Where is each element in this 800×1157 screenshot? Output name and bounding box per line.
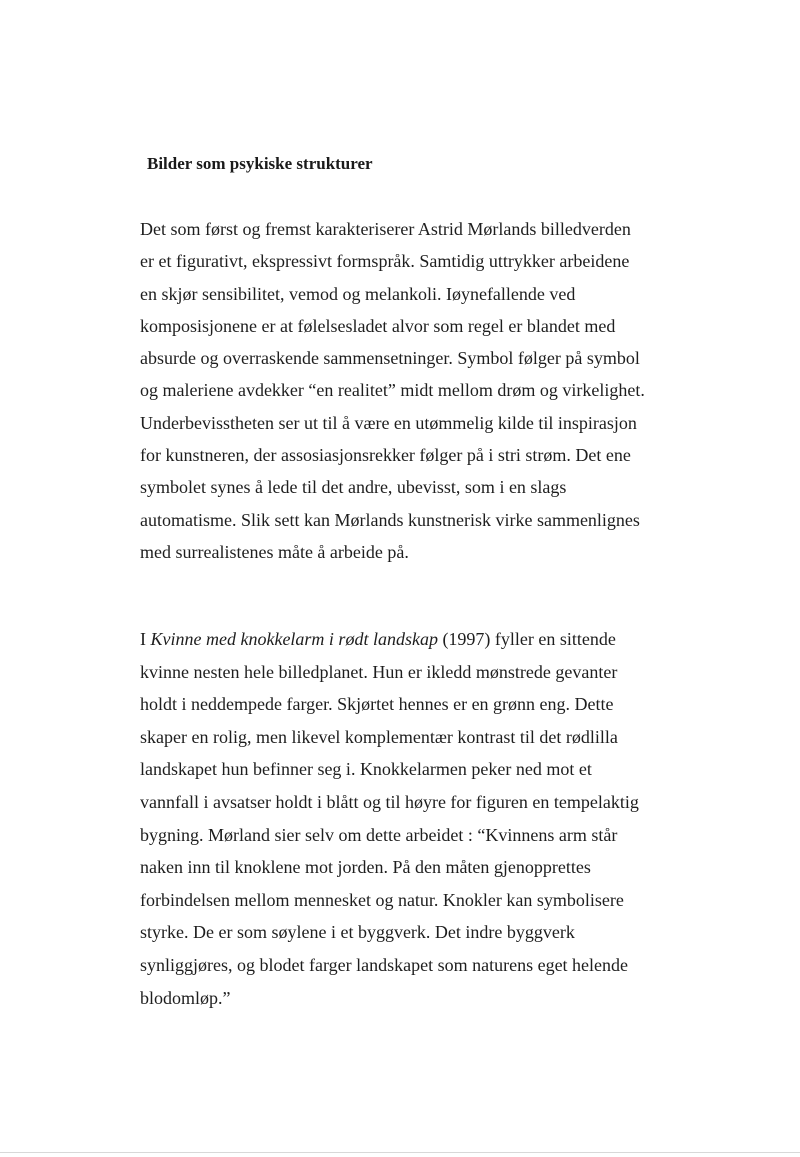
page-bottom-edge xyxy=(0,1152,800,1153)
paragraph-line: vannfall i avsatser holdt i blått og til høyre for figuren en tempelaktig xyxy=(140,791,639,812)
paragraph-line: skaper en rolig, men likevel komplementær kontrast til det rødlilla xyxy=(140,726,618,747)
paragraph-line: symbolet synes å lede til det andre, ubevisst, som i en slags xyxy=(140,477,567,498)
paragraph-line: styrke. De er som søylene i et byggverk. Det indre byggverk xyxy=(140,922,575,943)
paragraph-line: bygning. Mørland sier selv om dette arbeidet : “Kvinnens arm står xyxy=(140,824,618,845)
paragraph-line: kvinne nesten hele billedplanet. Hun er ikledd mønstrede gevanter xyxy=(140,661,618,682)
line-suffix: (1997) fyller en sittende xyxy=(437,629,616,649)
paragraph-2 xyxy=(140,623,790,1014)
artwork-title: Kvinne med knokkelarm i rødt landskap xyxy=(150,629,438,649)
paragraph-line: absurde og overraskende sammensetninger. Symbol følger på symbol xyxy=(140,348,640,369)
paragraph-line: naken inn til knoklene mot jorden. På den måten gjenopprettes xyxy=(140,857,591,878)
paragraph-first-line xyxy=(140,623,790,656)
paragraph-line: Det som først og fremst karakteriserer Astrid Mørlands billedverden xyxy=(140,219,631,239)
paragraph-line: landskapet hun befinner seg i. Knokkelarmen peker ned mot et xyxy=(140,759,592,780)
paragraph-1 xyxy=(140,213,790,568)
paragraph-line: holdt i neddempede farger. Skjørtet hennes er en grønn eng. Dette xyxy=(140,694,614,715)
paragraph-line: synliggjøres, og blodet farger landskapet som naturens eget helende xyxy=(140,954,629,975)
paragraph-line: komposisjonene er at følelsesladet alvor som regel er blandet med xyxy=(140,315,616,336)
paragraph-line: med surrealistenes måte å arbeide på. xyxy=(140,541,409,562)
paragraph-line: forbindelsen mellom mennesket og natur. Knokler kan symbolisere xyxy=(140,889,624,910)
paragraph-line: er et figurativt, ekspressivt formspråk. Samtidig uttrykker arbeidene xyxy=(140,251,630,272)
line-prefix: I xyxy=(140,629,151,649)
paragraph-line: automatisme. Slik sett kan Mørlands kunstnerisk virke sammenlignes xyxy=(140,509,640,530)
paragraph-line: blodomløp.” xyxy=(140,987,231,1008)
paragraph-line: en skjør sensibilitet, vemod og melankoli. Iøynefallende ved xyxy=(140,283,576,304)
paragraph-line: Underbevisstheten ser ut til å være en utømmelig kilde til inspirasjon xyxy=(140,412,637,433)
paragraph-line: og maleriene avdekker “en realitet” midt mellom drøm og virkelighet. xyxy=(140,380,645,401)
section-heading: Bilder som psykiske strukturer xyxy=(147,154,373,173)
paragraph-line: for kunstneren, der assosiasjonsrekker følger på i stri strøm. Det ene xyxy=(140,445,631,466)
